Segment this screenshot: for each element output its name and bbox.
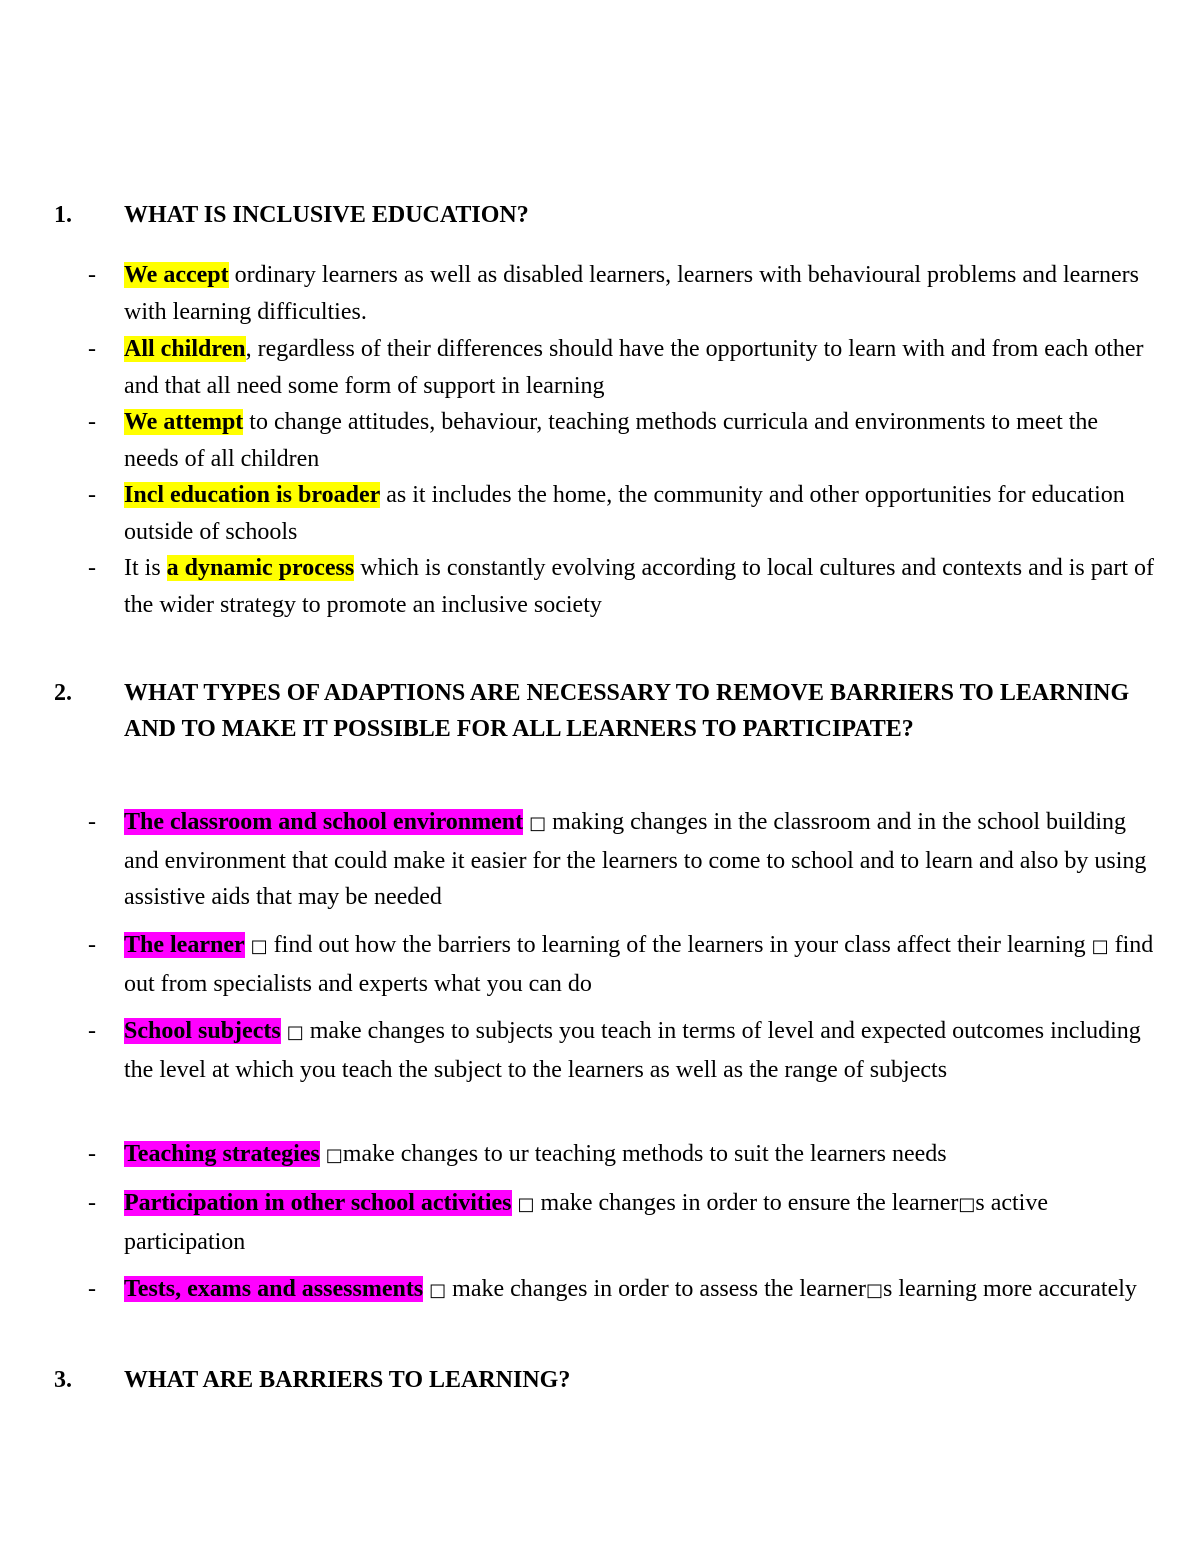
- list-dash: -: [88, 1141, 96, 1167]
- list-dash: -: [88, 482, 96, 508]
- list-dash: -: [88, 409, 96, 435]
- section-heading: [54, 197, 1154, 233]
- missing-glyph-box: □: [286, 1022, 304, 1043]
- item-text: to change attitudes, behaviour, teaching methods curricula and environments to meet the needs of all children: [124, 409, 1099, 472]
- item-text: □ find out how the barriers to learning of the learners in your class affect their learning □ find out from specialists and experts what you can do: [124, 932, 1154, 997]
- item-text: ordinary learners as well as disabled learners, learners with behavioural problems and learners with learning difficulties.: [124, 262, 1139, 325]
- highlighted-term: We accept: [124, 262, 229, 288]
- highlighted-term: School subjects: [124, 1018, 281, 1044]
- item-text: □ making changes in the classroom and in the school building and environment that could make it easier for the learners to come to school and to learn and also by using assistive aids that may be needed: [124, 809, 1147, 910]
- item-text: which is constantly evolving according to local cultures and contexts and is part of the wider strategy to promote an inclusive society: [124, 555, 1155, 618]
- section-heading: [54, 675, 1154, 747]
- item-text: □ make changes to subjects you teach in terms of level and expected outcomes including the level at which you teach the subject to the learners as well as the range of subjects: [124, 1018, 1141, 1083]
- list-dash: -: [88, 1190, 96, 1216]
- missing-glyph-box: □: [1091, 936, 1109, 957]
- list-item: [88, 1185, 1158, 1260]
- item-text: □ make changes in order to ensure the learner□s active participation: [124, 1190, 1048, 1255]
- item-prefix: It is: [124, 555, 167, 581]
- list-dash: -: [88, 1276, 96, 1302]
- section-number: 2.: [54, 680, 72, 706]
- highlighted-term: All children: [124, 336, 246, 362]
- highlighted-term: Incl education is broader: [124, 482, 381, 508]
- item-text: as it includes the home, the community and other opportunities for education outside of schools: [124, 482, 1125, 545]
- section-title: WHAT IS INCLUSIVE EDUCATION?: [124, 202, 529, 228]
- highlighted-term: We attempt: [124, 409, 244, 435]
- missing-glyph-box: □: [958, 1194, 976, 1215]
- list-item: [88, 927, 1158, 1002]
- item-text: , regardless of their differences should have the opportunity to learn with and from each other and that all need some form of support in learning: [124, 336, 1144, 399]
- highlighted-term: a dynamic process: [166, 555, 355, 581]
- list-dash: -: [88, 555, 96, 581]
- item-text: □ make changes in order to assess the learner□s learning more accurately: [429, 1276, 1137, 1302]
- section-number: 3.: [54, 1367, 72, 1393]
- highlighted-term: The learner: [124, 932, 245, 958]
- missing-glyph-box: □: [529, 813, 547, 834]
- missing-glyph-box: □: [866, 1280, 884, 1301]
- section-title: WHAT ARE BARRIERS TO LEARNING?: [124, 1367, 571, 1393]
- list-dash: -: [88, 336, 96, 362]
- list-dash: -: [88, 932, 96, 958]
- list-dash: -: [88, 262, 96, 288]
- list-item: [88, 550, 1158, 623]
- list-item: [88, 1271, 1158, 1310]
- list-item: [88, 804, 1158, 916]
- item-text: □make changes to ur teaching methods to suit the learners needs: [325, 1141, 947, 1167]
- list-item: [88, 404, 1158, 477]
- missing-glyph-box: □: [250, 936, 268, 957]
- highlighted-term: Teaching strategies: [124, 1141, 320, 1167]
- highlighted-term: Participation in other school activities: [124, 1190, 512, 1216]
- missing-glyph-box: □: [325, 1145, 343, 1166]
- section-title: WHAT TYPES OF ADAPTIONS ARE NECESSARY TO REMOVE BARRIERS TO LEARNING AND TO MAKE IT POSSIBLE FOR ALL LEARNERS TO PARTICIPATE?: [124, 680, 1130, 742]
- list-dash: -: [88, 809, 96, 835]
- list-dash: -: [88, 1018, 96, 1044]
- missing-glyph-box: □: [517, 1194, 535, 1215]
- list-item: [88, 331, 1158, 404]
- list-item: [88, 1136, 1158, 1175]
- list-item: [88, 477, 1158, 550]
- section-number: 1.: [54, 202, 72, 228]
- missing-glyph-box: □: [429, 1280, 447, 1301]
- section-heading: [54, 1362, 1154, 1398]
- list-item: [88, 257, 1158, 330]
- list-item: [88, 1013, 1158, 1088]
- highlighted-term: The classroom and school environment: [124, 809, 524, 835]
- highlighted-term: Tests, exams and assessments: [124, 1276, 424, 1302]
